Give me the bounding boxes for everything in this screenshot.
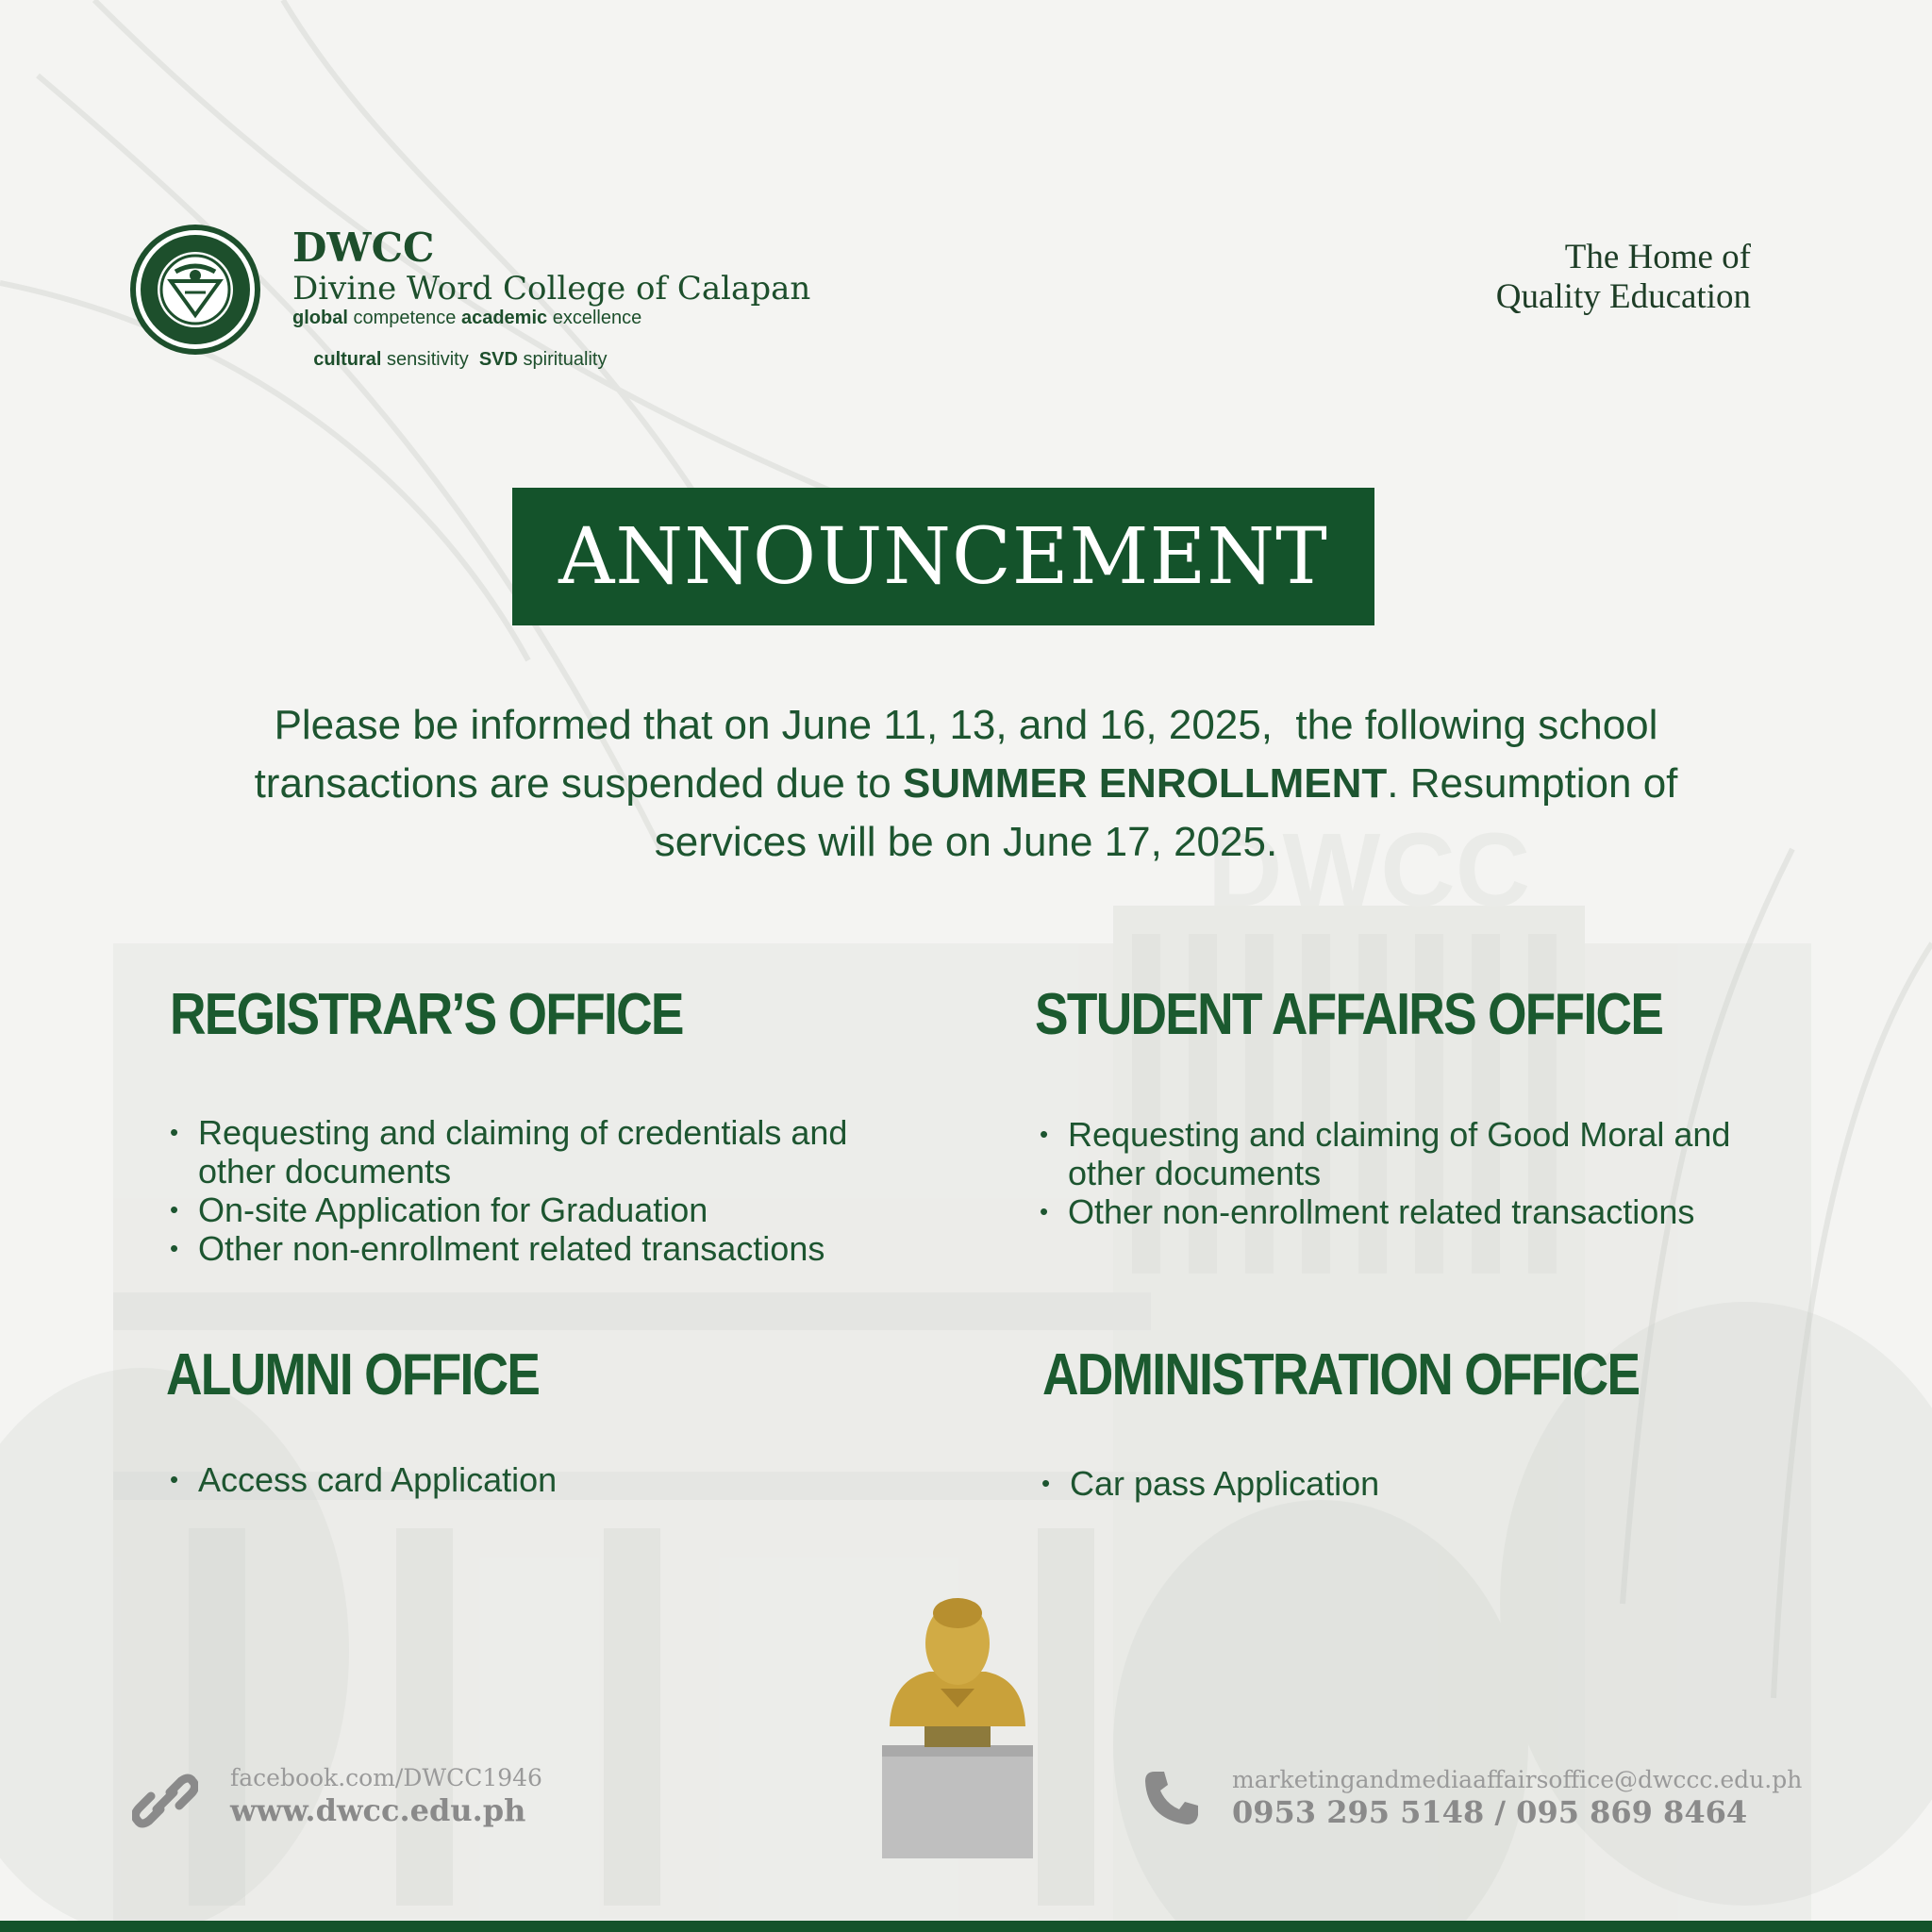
brand-block — [292, 226, 810, 391]
administration-items — [1040, 1464, 1813, 1503]
alumni-items — [168, 1460, 941, 1499]
list-item: • Car pass Application — [1040, 1464, 1813, 1503]
svg-text:DWCC: DWCC — [1208, 812, 1531, 928]
college-seal-logo — [128, 223, 262, 357]
alumni-section — [166, 1341, 600, 1408]
facebook-link[interactable]: facebook.com/DWCC1946 — [230, 1764, 542, 1791]
founder-bust-statue — [873, 1585, 1042, 1858]
list-item: • Access card Application — [168, 1460, 941, 1499]
brand-name: Divine Word College of Calapan — [292, 270, 811, 308]
footer-web-block — [230, 1764, 542, 1828]
announcement-banner — [512, 488, 1374, 625]
tagline: The Home of Quality Education — [1495, 238, 1751, 316]
list-item: • Other non-enrollment related transactions — [1038, 1192, 1811, 1231]
student-affairs-section — [1035, 981, 1764, 1048]
announcement-title: ANNOUNCEMENT — [558, 511, 1328, 602]
phone-numbers: 0953 295 5148 / 095 869 8464 — [1232, 1794, 1748, 1830]
alumni-title: ALUMNI OFFICE — [166, 1342, 540, 1407]
brand-motto-line1: global competence academic excellence — [292, 308, 642, 328]
phone-icon — [1141, 1768, 1202, 1828]
administration-section — [1042, 1341, 1736, 1408]
list-item: • Requesting and claiming of credentials and other documents — [168, 1113, 941, 1191]
brand-motto-line2: cultural sensitivity SVD spirituality — [313, 349, 608, 370]
website-link[interactable]: www.dwcc.edu.ph — [230, 1792, 526, 1828]
registrar-section — [170, 981, 766, 1048]
student-affairs-title: STUDENT AFFAIRS OFFICE — [1035, 982, 1663, 1047]
administration-title: ADMINISTRATION OFFICE — [1042, 1342, 1640, 1407]
brand-abbreviation: DWCC — [292, 225, 435, 271]
list-item: • On-site Application for Graduation — [168, 1191, 941, 1229]
email-address[interactable]: marketingandmediaaffairsoffice@dwccc.edu.ph — [1232, 1766, 1803, 1793]
bottom-accent-bar — [0, 1921, 1932, 1932]
footer-contact-block — [1232, 1766, 1802, 1830]
registrar-title: REGISTRAR’S OFFICE — [170, 982, 683, 1047]
list-item: • Requesting and claiming of Good Moral and other documents — [1038, 1115, 1811, 1192]
list-item: • Other non-enrollment related transactions — [168, 1229, 941, 1268]
intro-paragraph: Please be informed that on June 11, 13, and 16, 2025, the following school transactions are suspended due to SUMMER ENROLLMENT. Resumption of services will be on June 17, 2025. — [254, 702, 1678, 865]
registrar-items — [168, 1113, 941, 1268]
student-affairs-items — [1038, 1115, 1811, 1231]
link-icon — [132, 1768, 198, 1834]
